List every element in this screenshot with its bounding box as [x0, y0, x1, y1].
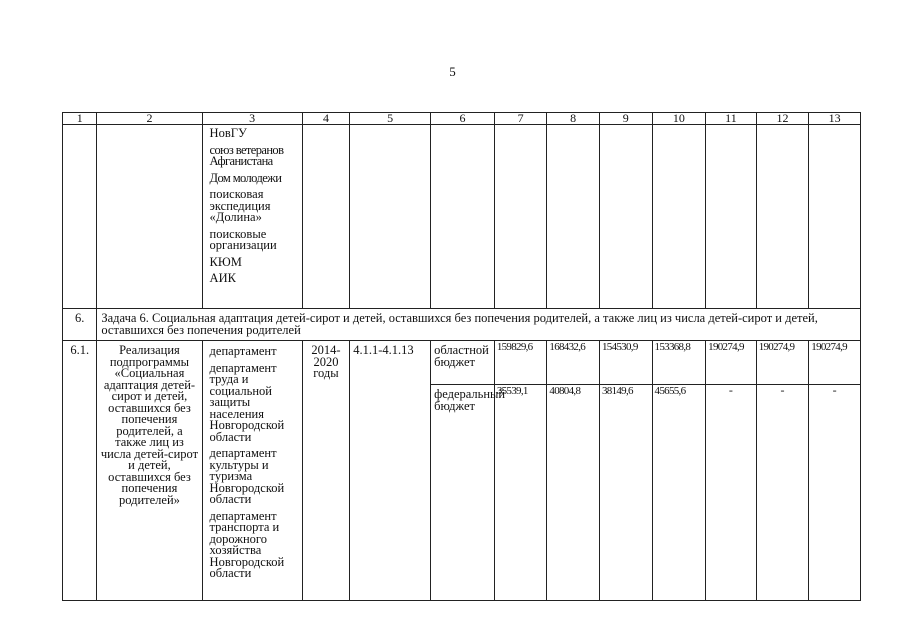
executor: Дом молодежи: [209, 170, 282, 185]
column-number: 7: [494, 113, 547, 125]
item-period: 2014-2020 годы: [302, 341, 350, 601]
funding-value: 190274,9: [756, 341, 809, 385]
item-executors: [202, 341, 302, 601]
funding-value: 190274,9: [809, 341, 861, 385]
funding-value: -: [706, 385, 757, 601]
column-number: 3: [202, 113, 302, 125]
funding-value: 159829,6: [494, 341, 547, 385]
task-text: Задача 6. Социальная адаптация детей-сирот и детей, оставшихся без попечения родителей, а также лиц из числа детей-сирот и детей, оставшихся без попечения родителей: [97, 309, 861, 341]
page-number: 5: [449, 64, 456, 79]
executor: департамент транспорта и дорожного хозяйства Новгородской области: [209, 508, 285, 580]
executor: НовГУ: [209, 126, 247, 140]
executor: поисковые организации: [209, 226, 277, 252]
column-number: 6: [431, 113, 495, 125]
funding-value: 154530,9: [599, 341, 652, 385]
item-indicators: 4.1.1-4.1.13: [350, 341, 431, 601]
executor: департамент: [209, 344, 277, 358]
funding-source: областной бюджет: [431, 341, 495, 385]
task-number: 6.: [63, 309, 97, 341]
executor: КЮМ: [209, 254, 242, 269]
funding-value: 168432,6: [547, 341, 600, 385]
funding-value: 40804,8: [547, 385, 600, 601]
column-number: 11: [706, 113, 757, 125]
funding-value: -: [756, 385, 809, 601]
column-number-row: [63, 113, 861, 125]
column-number: 4: [302, 113, 350, 125]
executors-cell: [202, 125, 302, 309]
column-number: 12: [756, 113, 809, 125]
executor: союз ветеранов Афганистана: [209, 142, 284, 168]
funding-value: 35539,1: [494, 385, 547, 601]
task-row: [63, 309, 861, 341]
column-number: 1: [63, 113, 97, 125]
program-table: [62, 112, 861, 601]
column-number: 10: [652, 113, 706, 125]
funding-value: 153368,8: [652, 341, 706, 385]
funding-value: 190274,9: [706, 341, 757, 385]
item-name: Реализация подпрограммы «Социальная адаптация детей-сирот и детей, оставшихся без попечения родителей, а также лиц из числа детей-сирот и детей, оставшихся без попечения родителей»: [97, 341, 202, 601]
item-number: 6.1.: [63, 341, 97, 601]
executor: департамент труда и социальной защиты населения Новгородской области: [209, 360, 285, 444]
executor: АИК: [209, 271, 236, 285]
funding-value: -: [809, 385, 861, 601]
executor: департамент культуры и туризма Новгородской области: [209, 446, 285, 506]
continuation-row: [63, 125, 861, 309]
column-number: 2: [97, 113, 202, 125]
executor: поисковая экспедиция «Долина»: [209, 187, 271, 224]
funding-value: 38149,6: [599, 385, 652, 601]
column-number: 5: [350, 113, 431, 125]
column-number: 8: [547, 113, 600, 125]
item-row: [63, 341, 861, 385]
column-number: 9: [599, 113, 652, 125]
funding-source: федеральный бюджет: [431, 385, 495, 601]
funding-value: 45655,6: [652, 385, 706, 601]
column-number: 13: [809, 113, 861, 125]
